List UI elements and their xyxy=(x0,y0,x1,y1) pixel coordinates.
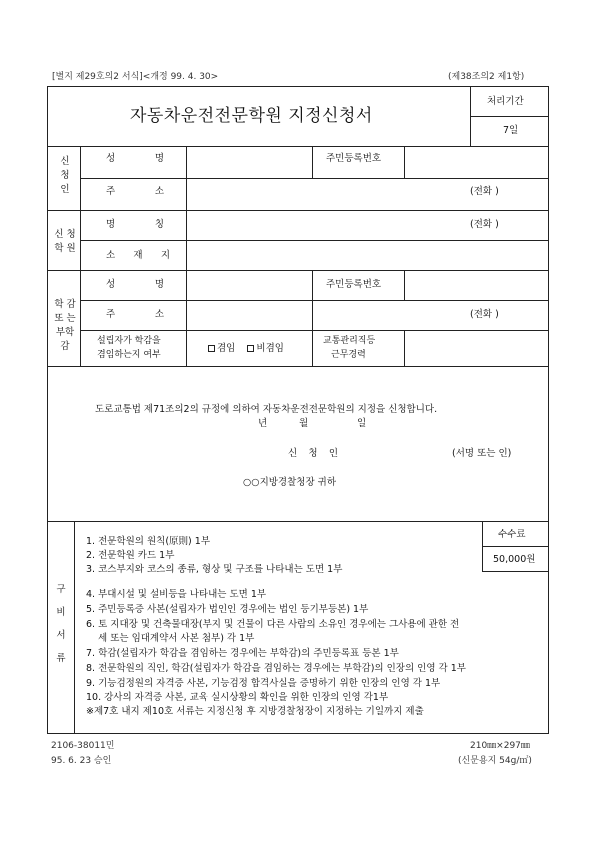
document-item-1: 1. 전문학원의 원칙(原則) 1부 xyxy=(86,536,210,547)
director-rrn-label: 주민등록번호 xyxy=(326,279,382,290)
signature-label: (서명 또는 인) xyxy=(452,448,512,459)
director-mid-divider xyxy=(312,270,313,366)
statement-applicant-label xyxy=(288,449,338,459)
director-group-label: 학 감 또 는 부학감 xyxy=(54,299,76,352)
label-glyph: 청 xyxy=(308,448,318,459)
form-title: 자동차운전전문학원 지정신청서 xyxy=(130,106,373,126)
document-item-8: 8. 전문학원의 직인, 학감(설립자가 학감을 겸임하는 경우에는 부학감)의 인장의 인영 각 1부 xyxy=(86,663,466,674)
date-day-label: 일 xyxy=(357,418,367,429)
applicant-address-label xyxy=(106,187,164,197)
concurrent-checkbox[interactable] xyxy=(208,345,215,352)
label-column-divider xyxy=(186,146,187,366)
applicant-rrn-label: 주민등록번호 xyxy=(326,153,382,164)
document-item-9: 9. 기능검정원의 자격증 사본, 기능검정 합격사실을 증명하기 위한 인장의 인영 각 1부 xyxy=(86,678,441,689)
title-bottom-line xyxy=(47,146,549,147)
documents-group-label: 구 비 서 류 xyxy=(56,584,66,664)
processing-period-value: 7일 xyxy=(503,125,519,136)
traffic-label-line-1: 교통관리직등 xyxy=(323,336,376,346)
statement-section-end xyxy=(47,521,549,522)
academy-location-label xyxy=(106,251,170,261)
applicant-group-label: 신 청 인 xyxy=(60,156,70,195)
form-code: 2106-38011민 xyxy=(51,741,115,751)
director-row-line-2 xyxy=(80,330,549,331)
academy-phone-label: (전화 ) xyxy=(470,219,499,230)
document-item-6-continued: 세 또는 임대계약서 사본 첨부) 각 1부 xyxy=(98,633,255,644)
label-glyph: 칭 xyxy=(154,219,164,230)
document-item-2: 2. 전문학원 카드 1부 xyxy=(86,550,175,561)
director-section-end xyxy=(47,366,549,367)
applicant-name-label xyxy=(106,154,164,164)
processing-inner-line xyxy=(470,116,549,117)
label-glyph: 소 xyxy=(106,250,116,261)
label-glyph: 재 xyxy=(133,250,143,261)
concurrent-options xyxy=(208,344,284,354)
fee-box-bottom xyxy=(482,571,549,572)
document-item-5: 5. 주민등록증 사본(설립자가 법인인 경우에는 법인 등기부등본) 1부 xyxy=(86,604,369,615)
statement-body: 도로교통법 제71조의2의 규정에 의하여 자동차운전전문학원의 지정을 신청합니다. xyxy=(95,404,438,415)
applicant-rrn-divider-left xyxy=(312,146,313,178)
document-item-4: 4. 부대시설 및 설비등을 나타내는 도면 1부 xyxy=(86,589,267,600)
label-glyph: 소 xyxy=(154,186,164,197)
date-year-label: 년 xyxy=(258,418,268,429)
paper-size: 210㎜×297㎜ xyxy=(470,741,530,751)
article-reference: (제38조의2 제1항) xyxy=(448,72,525,82)
applicant-row-line xyxy=(80,178,549,179)
date-month-label: 월 xyxy=(299,418,309,429)
form-reference: [별지 제29호의2 서식]<개정 99. 4. 30> xyxy=(52,72,219,82)
academy-section-end xyxy=(47,270,549,271)
director-address-label xyxy=(106,310,164,320)
fee-box-mid xyxy=(482,546,549,547)
label-glyph: 소 xyxy=(154,309,164,320)
paper-type: (신문용지 54g/㎡) xyxy=(458,756,532,766)
director-phone-label: (전화 ) xyxy=(470,309,499,320)
document-note: ※제7호 내지 제10호 서류는 지정신청 후 지방경찰청장이 지정하는 기일까지 제출 xyxy=(86,706,424,717)
nonconcurrent-option-label: 비겸임 xyxy=(256,343,284,354)
director-rrn-divider xyxy=(404,270,405,300)
applicant-section-end xyxy=(47,210,549,211)
applicant-phone-label: (전화 ) xyxy=(470,186,499,197)
nonconcurrent-checkbox[interactable] xyxy=(247,345,254,352)
label-glyph: 명 xyxy=(154,279,164,290)
concurrent-label-line-2: 겸임하는지 여부 xyxy=(97,350,161,360)
approval-date: 95. 6. 23 승인 xyxy=(51,756,112,766)
concurrent-label-line-1: 설립자가 학감을 xyxy=(97,336,161,346)
director-traffic-divider xyxy=(404,330,405,366)
academy-row-line xyxy=(80,240,549,241)
academy-name-label xyxy=(106,220,164,230)
processing-period-label: 처리기간 xyxy=(487,96,524,107)
director-name-label xyxy=(106,280,164,290)
document-item-7: 7. 학감(설립자가 학감을 겸임하는 경우에는 부학감)의 주민등록표 등본 1부 xyxy=(86,648,399,659)
label-glyph: 신 xyxy=(288,448,298,459)
applicant-rrn-divider-right xyxy=(404,146,405,178)
fee-value: 50,000원 xyxy=(493,554,536,565)
label-glyph: 명 xyxy=(106,219,116,230)
traffic-label-line-2: 근무경력 xyxy=(331,350,366,360)
label-glyph: 성 xyxy=(106,153,116,164)
label-glyph: 주 xyxy=(106,309,116,320)
document-item-3: 3. 코스부지와 코스의 종류, 형상 및 구조를 나타내는 도면 1부 xyxy=(86,564,343,575)
label-glyph: 명 xyxy=(154,153,164,164)
concurrent-option-label: 겸임 xyxy=(217,343,236,354)
fee-label: 수수료 xyxy=(498,529,526,540)
group-label-divider xyxy=(80,146,81,366)
document-item-10: 10. 강사의 자격증 사본, 교육 실시상황의 확인을 위한 인장의 인영 각1부 xyxy=(86,692,389,703)
documents-label-divider xyxy=(74,521,75,734)
document-item-6: 6. 토 지대장 및 건축물대장(부지 및 건물이 다른 사람의 소유인 경우에는 그사용에 관한 전 xyxy=(86,619,460,630)
academy-group-label: 신 청 학 원 xyxy=(54,229,76,254)
label-glyph: 인 xyxy=(328,448,338,459)
director-row-line-1 xyxy=(80,300,549,301)
label-glyph: 성 xyxy=(106,279,116,290)
recipient-label: ○○지방경찰청장 귀하 xyxy=(243,477,337,488)
label-glyph: 지 xyxy=(160,250,170,261)
label-glyph: 주 xyxy=(106,186,116,197)
